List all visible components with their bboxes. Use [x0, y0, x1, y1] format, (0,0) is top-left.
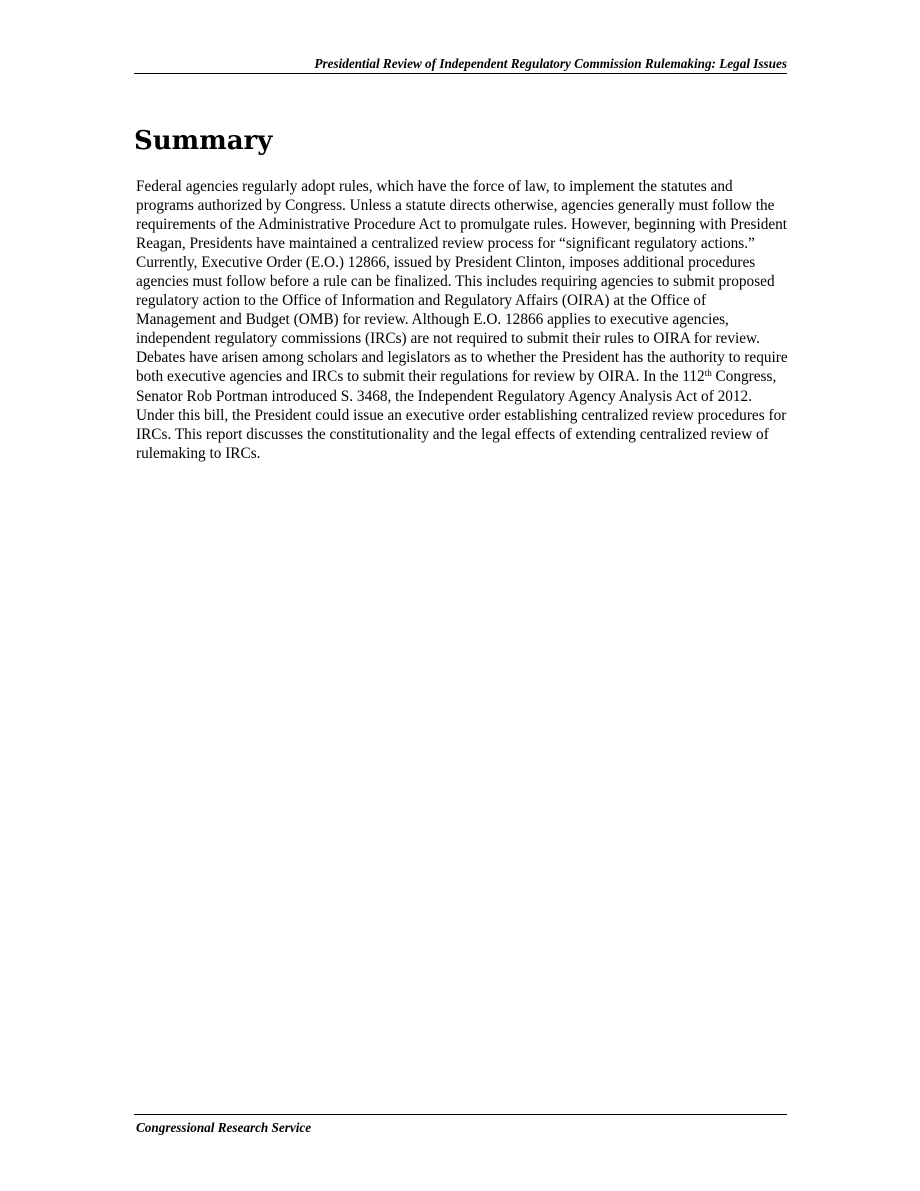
running-header-title: Presidential Review of Independent Regulatory Commission Rulemaking: Legal Issues [314, 56, 787, 71]
page-footer [136, 1119, 311, 1137]
running-header [134, 55, 787, 74]
summary-text-part2: Congress, Senator Rob Portman introduced S. 3468, the Independent Regulatory Agency Analysis Act of 2012. Under this bill, the President could issue an executive order establishing centralized review procedures for IRCs. This report discusses the constitutionality and the legal effects of extending centralized review of rulemaking to IRCs. [136, 368, 787, 462]
ordinal-suffix: th [704, 368, 712, 379]
summary-paragraph [136, 177, 788, 463]
summary-text-part1: Federal agencies regularly adopt rules, which have the force of law, to implement the statutes and programs authorized by Congress. Unless a statute directs otherwise, agencies generally must follow the requirements of the Administrative Procedure Act to promulgate rules. However, beginning with President Reagan, Presidents have maintained a centralized review process for “significant regulatory actions.” Currently, Executive Order (E.O.) 12866, issued by President Clinton, imposes additional procedures agencies must follow before a rule can be finalized. This includes requiring agencies to submit proposed regulatory action to the Office of Information and Regulatory Affairs (OIRA) at the Office of Management and Budget (OMB) for review. Although E.O. 12866 applies to executive agencies, independent regulatory commissions (IRCs) are not required to submit their rules to OIRA for review. Debates have arisen among scholars and legislators as to whether the President has the authority to require both executive agencies and IRCs to submit their regulations for review by OIRA. In the 112 [136, 178, 788, 386]
footer-divider [134, 1114, 787, 1115]
section-heading: Summary [134, 126, 273, 156]
footer-publisher: Congressional Research Service [136, 1120, 312, 1135]
